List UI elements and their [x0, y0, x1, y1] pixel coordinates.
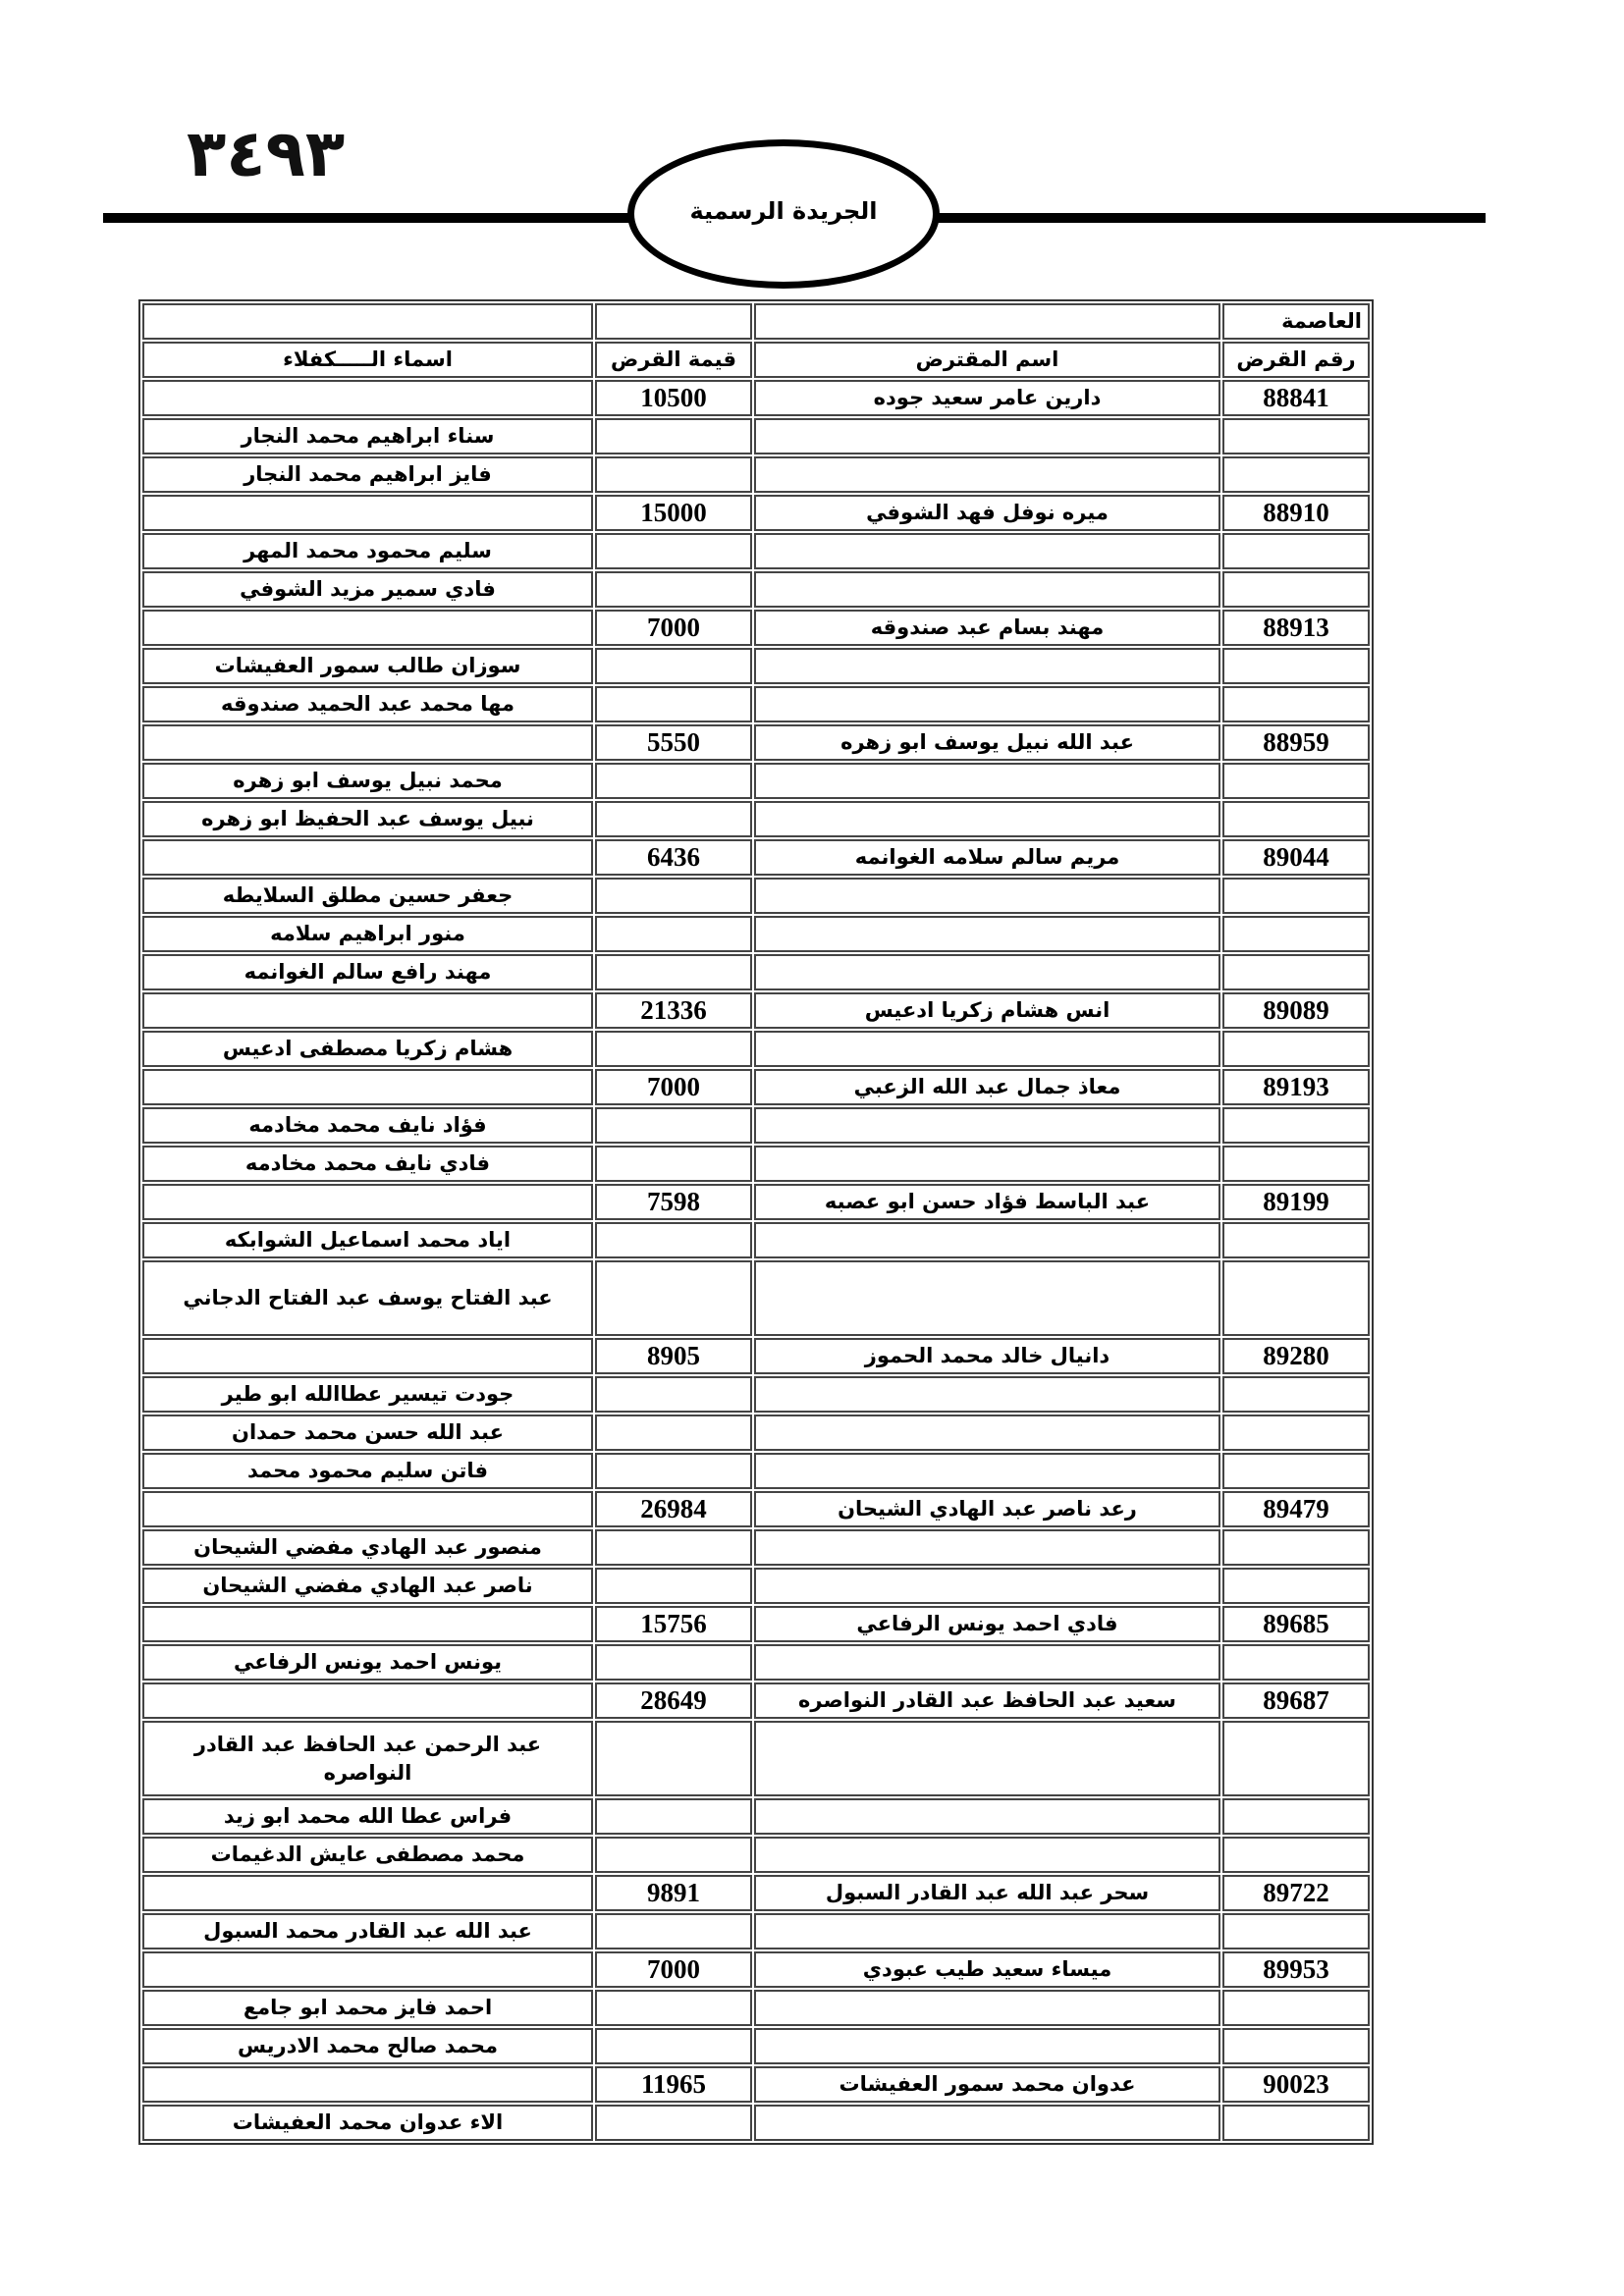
guarantor-row [142, 2105, 1370, 2141]
guarantor-name: عبد الله عبد القادر محمد السبول [142, 1913, 593, 1949]
empty-cell [754, 1913, 1220, 1949]
empty-cell [1222, 1837, 1370, 1873]
loan-amount: 15756 [595, 1606, 752, 1642]
empty-cell [595, 1260, 752, 1336]
guarantor-row [142, 571, 1370, 608]
header-amount: قيمة القرض [595, 342, 752, 378]
empty-cell [595, 571, 752, 608]
empty-cell [754, 1376, 1220, 1413]
empty-cell [595, 954, 752, 990]
guarantor-name: عبد الله حسن محمد حمدان [142, 1415, 593, 1451]
empty-cell [754, 1529, 1220, 1566]
borrower-name: دانيال خالد محمد الحموز [754, 1338, 1220, 1374]
loan-amount: 10500 [595, 380, 752, 416]
empty-cell [595, 1376, 752, 1413]
empty-cell [595, 1222, 752, 1258]
loan-number: 88841 [1222, 380, 1370, 416]
empty-cell [1222, 878, 1370, 914]
empty-cell [142, 2066, 593, 2103]
guarantor-row [142, 1453, 1370, 1489]
empty-cell [1222, 648, 1370, 684]
guarantor-row [142, 1913, 1370, 1949]
empty-cell [595, 1107, 752, 1144]
loan-number: 89280 [1222, 1338, 1370, 1374]
empty-cell [595, 1415, 752, 1451]
guarantor-name: فراس عطا الله محمد ابو زيد [142, 1798, 593, 1835]
loan-number: 89479 [1222, 1491, 1370, 1527]
guarantor-row [142, 1568, 1370, 1604]
empty-cell [1222, 1415, 1370, 1451]
loan-number: 88913 [1222, 610, 1370, 646]
borrower-name: انس هشام زكريا ادعيس [754, 992, 1220, 1029]
empty-cell [142, 1069, 593, 1105]
empty-cell [754, 916, 1220, 952]
guarantor-row [142, 686, 1370, 722]
loan-row [142, 495, 1370, 531]
empty-cell [1222, 2028, 1370, 2064]
guarantor-row [142, 1721, 1370, 1796]
empty-cell [595, 2028, 752, 2064]
empty-cell [142, 495, 593, 531]
empty-cell [754, 801, 1220, 837]
empty-cell [142, 839, 593, 876]
empty-cell [1222, 1798, 1370, 1835]
guarantor-row [142, 1644, 1370, 1681]
empty-cell [1222, 1568, 1370, 1604]
empty-cell [754, 1222, 1220, 1258]
loan-number: 89044 [1222, 839, 1370, 876]
guarantor-row [142, 801, 1370, 837]
loan-number: 89193 [1222, 1069, 1370, 1105]
gazette-title: الجريدة الرسمية [689, 197, 878, 225]
empty-cell [1222, 686, 1370, 722]
empty-cell [595, 1453, 752, 1489]
loan-amount: 7000 [595, 1951, 752, 1988]
loans-table [138, 299, 1374, 2145]
loan-row [142, 1338, 1370, 1374]
loan-amount: 6436 [595, 839, 752, 876]
guarantor-row [142, 1376, 1370, 1413]
guarantor-name: هشام زكريا مصطفى ادعيس [142, 1031, 593, 1067]
borrower-name: مهند بسام عبد صندوقه [754, 610, 1220, 646]
loan-amount: 11965 [595, 2066, 752, 2103]
header-guarantors: اسماء الـــــكفلاء [142, 342, 593, 378]
guarantor-name: فاتن سليم محمود محمد [142, 1453, 593, 1489]
empty-cell [754, 648, 1220, 684]
empty-cell [754, 2028, 1220, 2064]
empty-cell [1222, 2105, 1370, 2141]
header-ellipse [627, 139, 940, 289]
guarantor-row [142, 1260, 1370, 1336]
empty-cell [754, 1644, 1220, 1681]
borrower-name: سعيد عبد الحافظ عبد القادر النواصره [754, 1682, 1220, 1719]
header-loan-number: رقم القرض [1222, 342, 1370, 378]
empty-cell [754, 686, 1220, 722]
empty-cell [595, 878, 752, 914]
loan-row [142, 1069, 1370, 1105]
guarantor-name: محمد صالح محمد الادريس [142, 2028, 593, 2064]
guarantor-name: محمد نبيل يوسف ابو زهره [142, 763, 593, 799]
guarantor-name: فادي سمير مزيد الشوفي [142, 571, 593, 608]
empty-cell [142, 610, 593, 646]
guarantor-name: فايز ابراهيم محمد النجار [142, 456, 593, 493]
loan-number: 88959 [1222, 724, 1370, 761]
loan-row [142, 1875, 1370, 1911]
empty-cell [595, 648, 752, 684]
borrower-name: ميره نوفل فهد الشوفي [754, 495, 1220, 531]
empty-cell [595, 1031, 752, 1067]
loan-amount: 9891 [595, 1875, 752, 1911]
empty-cell [754, 1107, 1220, 1144]
empty-cell [595, 686, 752, 722]
empty-cell [595, 1568, 752, 1604]
empty-cell [1222, 1146, 1370, 1182]
empty-cell [754, 456, 1220, 493]
loan-amount: 7598 [595, 1184, 752, 1220]
loan-row [142, 2066, 1370, 2103]
empty-cell [595, 418, 752, 454]
loan-amount: 15000 [595, 495, 752, 531]
guarantor-row [142, 916, 1370, 952]
region-label: العاصمة [1222, 303, 1370, 340]
empty-cell [754, 533, 1220, 569]
empty-cell [595, 1798, 752, 1835]
empty-cell [754, 1990, 1220, 2026]
guarantor-row [142, 533, 1370, 569]
guarantor-name: مهند رافع سالم الغوانمه [142, 954, 593, 990]
empty-cell [754, 1415, 1220, 1451]
empty-cell [142, 1951, 593, 1988]
empty-cell [1222, 1913, 1370, 1949]
empty-cell [1222, 1031, 1370, 1067]
loan-row [142, 1491, 1370, 1527]
guarantor-name: مها محمد عبد الحميد صندوقه [142, 686, 593, 722]
loan-number: 89722 [1222, 1875, 1370, 1911]
loan-amount: 28649 [595, 1682, 752, 1719]
guarantor-row [142, 954, 1370, 990]
loan-number: 89953 [1222, 1951, 1370, 1988]
empty-cell [1222, 954, 1370, 990]
guarantor-row [142, 1837, 1370, 1873]
loan-row [142, 1606, 1370, 1642]
empty-cell [754, 1568, 1220, 1604]
guarantor-name: منصور عبد الهادي مفضي الشيحان [142, 1529, 593, 1566]
guarantor-name: عبد الفتاح يوسف عبد الفتاح الدجاني [142, 1260, 593, 1336]
guarantor-name: سليم محمود محمد المهر [142, 533, 593, 569]
empty-cell [595, 1146, 752, 1182]
guarantor-row [142, 1031, 1370, 1067]
loan-number: 88910 [1222, 495, 1370, 531]
empty-cell [1222, 1990, 1370, 2026]
loan-number: 90023 [1222, 2066, 1370, 2103]
empty-cell [754, 1031, 1220, 1067]
empty-cell [595, 1721, 752, 1796]
loan-row [142, 839, 1370, 876]
empty-cell [142, 1184, 593, 1220]
borrower-name: عبد الله نبيل يوسف ابو زهره [754, 724, 1220, 761]
empty-cell [1222, 1376, 1370, 1413]
empty-cell [142, 1875, 593, 1911]
empty-cell [754, 1260, 1220, 1336]
loan-row [142, 992, 1370, 1029]
empty-cell [595, 456, 752, 493]
empty-cell [1222, 456, 1370, 493]
guarantor-name: يونس احمد يونس الرفاعي [142, 1644, 593, 1681]
guarantor-name: اياد محمد اسماعيل الشوابكه [142, 1222, 593, 1258]
guarantor-name: سوزان طالب سمور العفيشات [142, 648, 593, 684]
guarantor-row [142, 1107, 1370, 1144]
guarantor-name: عبد الرحمن عبد الحافظ عبد القادر النواصره [142, 1721, 593, 1796]
loan-row [142, 1682, 1370, 1719]
empty-cell [754, 2105, 1220, 2141]
empty-cell [142, 1682, 593, 1719]
borrower-name: فادي احمد يونس الرفاعي [754, 1606, 1220, 1642]
guarantor-name: سناء ابراهيم محمد النجار [142, 418, 593, 454]
borrower-name: عبد الباسط فؤاد حسن ابو عصبه [754, 1184, 1220, 1220]
empty-cell [142, 1338, 593, 1374]
region-row [142, 303, 1370, 340]
guarantor-name: الاء عدوان محمد العفيشات [142, 2105, 593, 2141]
borrower-name: ميساء سعيد طيب عبودي [754, 1951, 1220, 1988]
empty-cell [1222, 418, 1370, 454]
guarantor-name: فادي نايف محمد مخادمه [142, 1146, 593, 1182]
empty-cell [754, 1146, 1220, 1182]
borrower-name: رعد ناصر عبد الهادي الشيحان [754, 1491, 1220, 1527]
guarantor-row [142, 648, 1370, 684]
borrower-name: معاذ جمال عبد الله الزعبي [754, 1069, 1220, 1105]
guarantor-name: نبيل يوسف عبد الحفيظ ابو زهره [142, 801, 593, 837]
loan-amount: 5550 [595, 724, 752, 761]
guarantor-name: جودت تيسير عطاالله ابو طير [142, 1376, 593, 1413]
empty-cell [1222, 1107, 1370, 1144]
empty-cell [595, 1529, 752, 1566]
guarantor-name: فؤاد نايف محمد مخادمه [142, 1107, 593, 1144]
empty-cell [1222, 1644, 1370, 1681]
empty-cell [754, 571, 1220, 608]
empty-cell [1222, 1260, 1370, 1336]
borrower-name: عدوان محمد سمور العفيشات [754, 2066, 1220, 2103]
empty-cell [1222, 801, 1370, 837]
empty-cell [1222, 1529, 1370, 1566]
loan-amount: 21336 [595, 992, 752, 1029]
empty-cell [595, 1644, 752, 1681]
guarantor-row [142, 1415, 1370, 1451]
loan-amount: 26984 [595, 1491, 752, 1527]
guarantor-row [142, 1798, 1370, 1835]
empty-cell [595, 763, 752, 799]
loan-amount: 7000 [595, 1069, 752, 1105]
empty-cell [595, 533, 752, 569]
empty-cell [754, 1798, 1220, 1835]
guarantor-name: ناصر عبد الهادي مفضي الشيحان [142, 1568, 593, 1604]
empty-cell [1222, 916, 1370, 952]
guarantor-row [142, 763, 1370, 799]
empty-cell [142, 724, 593, 761]
empty-cell [142, 992, 593, 1029]
loan-number: 89089 [1222, 992, 1370, 1029]
borrower-name: مريم سالم سلامه الغوانمه [754, 839, 1220, 876]
guarantor-row [142, 1146, 1370, 1182]
guarantor-row [142, 878, 1370, 914]
guarantor-row [142, 1529, 1370, 1566]
empty-cell [595, 1990, 752, 2026]
empty-cell [1222, 1721, 1370, 1796]
empty-cell [754, 1837, 1220, 1873]
guarantor-row [142, 1990, 1370, 2026]
loan-amount: 7000 [595, 610, 752, 646]
loan-amount: 8905 [595, 1338, 752, 1374]
empty-cell [142, 1606, 593, 1642]
empty-cell [595, 2105, 752, 2141]
guarantor-name: احمد فايز محمد ابو جامع [142, 1990, 593, 2026]
loan-row [142, 610, 1370, 646]
empty-cell [1222, 763, 1370, 799]
guarantor-name: محمد مصطفى عايش الدغيمات [142, 1837, 593, 1873]
guarantor-row [142, 2028, 1370, 2064]
empty-cell [1222, 1453, 1370, 1489]
loan-number: 89685 [1222, 1606, 1370, 1642]
borrower-name: دارين عامر سعيد جوده [754, 380, 1220, 416]
header-row [142, 342, 1370, 378]
empty-cell [595, 801, 752, 837]
loan-number: 89199 [1222, 1184, 1370, 1220]
empty-cell [754, 878, 1220, 914]
empty-cell [595, 1837, 752, 1873]
guarantor-name: منور ابراهيم سلامه [142, 916, 593, 952]
empty-cell [754, 954, 1220, 990]
empty-cell [1222, 571, 1370, 608]
empty-cell [142, 1491, 593, 1527]
empty-cell [754, 418, 1220, 454]
loan-row [142, 1951, 1370, 1988]
empty-cell [142, 380, 593, 416]
loan-number: 89687 [1222, 1682, 1370, 1719]
guarantor-name: جعفر حسين مطلق السلايطه [142, 878, 593, 914]
loan-row [142, 1184, 1370, 1220]
guarantor-row [142, 418, 1370, 454]
page-number: ٣٤٩٣ [187, 116, 346, 191]
empty-cell [595, 916, 752, 952]
loan-row [142, 724, 1370, 761]
empty-cell [754, 763, 1220, 799]
empty-cell [1222, 533, 1370, 569]
loan-row [142, 380, 1370, 416]
borrower-name: سحر عبد الله عبد القادر السبول [754, 1875, 1220, 1911]
header-borrower: اسم المقترض [754, 342, 1220, 378]
empty-cell [754, 1721, 1220, 1796]
empty-cell [1222, 1222, 1370, 1258]
empty-cell [595, 1913, 752, 1949]
guarantor-row [142, 1222, 1370, 1258]
guarantor-row [142, 456, 1370, 493]
empty-cell [754, 1453, 1220, 1489]
